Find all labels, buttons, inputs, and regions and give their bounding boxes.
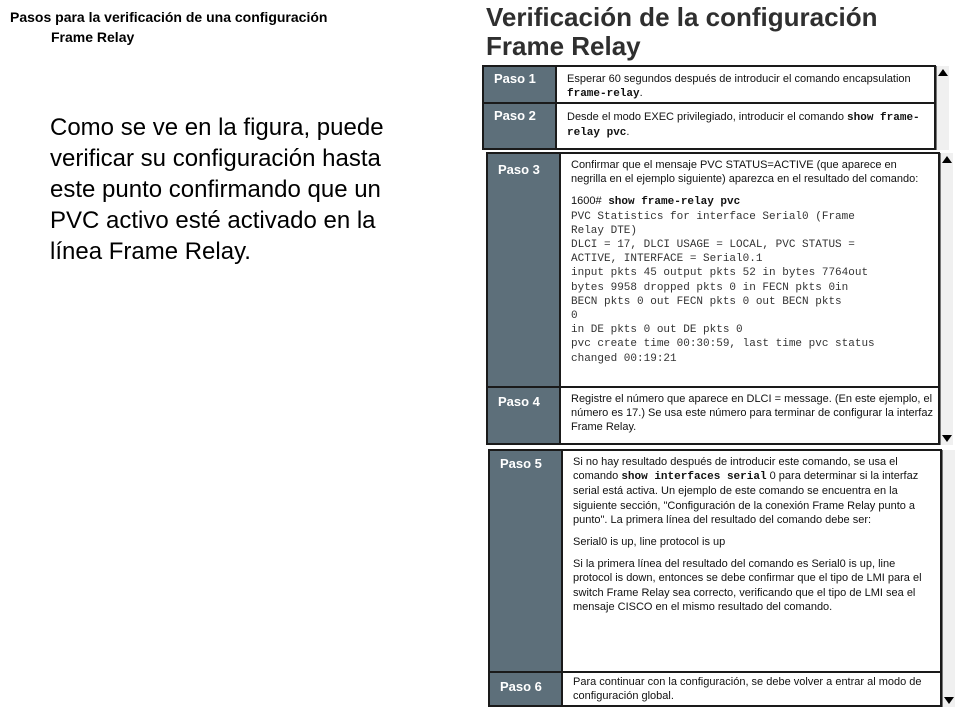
cli-output-line: 0 [571,310,578,323]
scrollbar-1[interactable] [936,66,949,150]
figure-title-line1: Verificación de la configuración [486,2,878,32]
step-row-2 [484,104,934,148]
cli-prompt: 1600# [571,195,602,208]
step-text-5 [563,451,940,671]
figure-title [486,3,878,61]
scrollbar-2[interactable] [940,153,953,445]
step-text-4: Registre el número que aparece en DLCI = message. (En este ejemplo, el número es 17.) Se usa este número para terminar de configurar la interfaz Frame Relay. [571,393,933,434]
step-row-6 [490,673,940,705]
step-text-1: Esperar 60 segundos después de introducir el comando encapsulation frame-relay. [567,73,911,101]
cli-output-line: changed 00:19:21 [571,352,677,365]
step-row-3 [488,154,938,388]
cli-output-line: PVC Statistics for interface Serial0 (Frame [571,210,855,223]
step-command-5: show interfaces serial [621,471,767,484]
slide-title-line1: Pasos para la verificación de una configuración [10,9,328,25]
figure-title-line2: Frame Relay [486,31,641,61]
cli-output-line: Relay DTE) [571,224,638,237]
scroll-down-icon[interactable] [942,435,952,442]
step-text-3 [561,154,938,386]
step-label-3: Paso 3 [488,154,561,386]
step-text-2: Desde el modo EXEC privilegiado, introducir el comando show frame-relay pvc. [567,111,920,140]
cli-output-line: in DE pkts 0 out DE pkts 0 [571,324,743,337]
step-5-paragraph-1: Si no hay resultado después de introducir este comando, se usa el comando show interfaces serial 0 para determinar si la interfaz serial está activa. Un ejemplo de este comando se encuentra en la siguiente sección, "Configuración de la conexión Frame Relay punto a punto". La primera línea del resultado del comando debe ser: [573,456,919,526]
steps-panel-1 [482,65,936,150]
command-line [571,194,934,209]
scroll-down-icon[interactable] [944,697,954,704]
scrollbar-3[interactable] [942,450,955,707]
cli-output-line: pvc create time 00:30:59, last time pvc status [571,338,875,351]
step-row-4 [488,388,938,443]
step-row-5 [490,451,940,673]
slide-title-line2: Frame Relay [51,29,135,45]
slide-title [10,7,450,47]
cli-output-line: bytes 9958 dropped pkts 0 in FECN pkts 0in [571,281,849,294]
step-label-1: Paso 1 [484,67,557,102]
step-5-paragraph-3: Si la primera línea del resultado del comando es Serial0 is up, line protocol is down, entonces se debe confirmar que el tipo de LMI para el switch Frame Relay sea correcto, verificando que el tipo de LMI sea el mensaje CISCO en el mismo resultado del comando. [573,558,922,613]
steps-panel-2 [486,152,940,445]
body-paragraph: Como se ve en la figura, puede verificar su configuración hasta este punto confirmando que un PVC activo esté activado en la línea Frame Relay. [50,114,384,265]
step-label-6: Paso 6 [490,673,563,705]
steps-panel-3 [488,449,942,707]
step-command-1: frame-relay [567,88,640,101]
scroll-up-icon[interactable] [942,156,952,163]
step-text-6: Para continuar con la configuración, se debe volver a entrar al modo de configuración global. [573,676,922,703]
step-3-instructions: Confirmar que el mensaje PVC STATUS=ACTIVE (que aparece en negrilla en el ejemplo siguiente) aparezca en el resultado del comando: [571,159,919,186]
cli-output-line: BECN pkts 0 out FECN pkts 0 out BECN pkts [571,295,842,308]
cli-output-line: DLCI = 17, DLCI USAGE = LOCAL, PVC STATUS = [571,239,855,252]
scroll-up-icon[interactable] [938,69,948,76]
step-command-3: show frame-relay pvc [608,196,741,209]
cli-output-line: input pkts 45 output pkts 52 in bytes 7764out [571,267,869,280]
step-label-4: Paso 4 [488,388,561,443]
step-command-2: show frame-relay pvc [567,112,920,140]
step-label-2: Paso 2 [484,104,557,148]
cli-output [571,210,934,366]
step-5-paragraph-2: Serial0 is up, line protocol is up [573,536,726,549]
cli-output-line: ACTIVE, INTERFACE = Serial0.1 [571,253,763,266]
step-label-5: Paso 5 [490,451,563,671]
step-row-1 [484,67,934,104]
